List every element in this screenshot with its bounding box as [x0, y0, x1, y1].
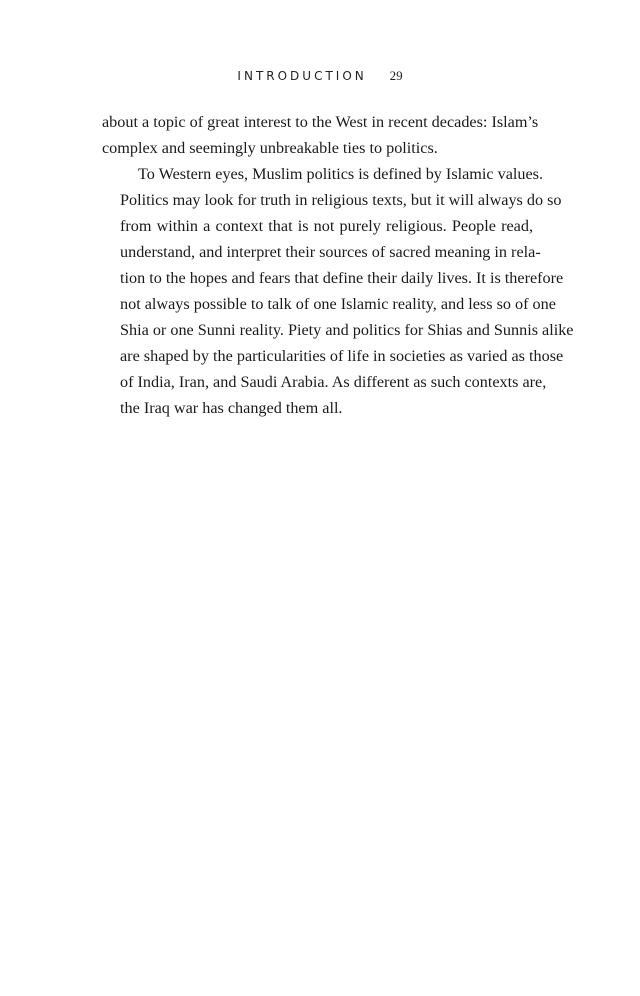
text-line: from within a context that is not purely religious. People read, [120, 217, 533, 235]
text-line: Shia or one Sunni reality. Piety and politics for Shias and Sunnis alike [120, 321, 574, 339]
text-line: understand, and interpret their sources of sacred meaning in rela- [120, 243, 541, 261]
text-line: tion to the hopes and fears that define their daily lives. It is therefore [120, 269, 564, 287]
text-line: of India, Iran, and Saudi Arabia. As different as such contexts are, [120, 373, 547, 391]
text-line: about a topic of great interest to the West in recent decades: Islam’s [102, 113, 539, 131]
chapter-title: INTRODUCTION [237, 69, 367, 83]
text-line: To Western eyes, Muslim politics is defined by Islamic values. [138, 165, 544, 183]
page-number: 29 [389, 68, 403, 83]
text-line: complex and seemingly unbreakable ties to politics. [102, 139, 438, 157]
running-head [0, 68, 640, 84]
body-text [102, 109, 574, 421]
text-line: the Iraq war has changed them all. [120, 399, 343, 417]
paragraph [102, 109, 539, 161]
text-line: not always possible to talk of one Islamic reality, and less so of one [120, 295, 556, 313]
text-line: Politics may look for truth in religious texts, but it will always do so [120, 191, 562, 209]
text-line: are shaped by the particularities of life in societies as varied as those [120, 347, 564, 365]
paragraph [102, 161, 574, 421]
